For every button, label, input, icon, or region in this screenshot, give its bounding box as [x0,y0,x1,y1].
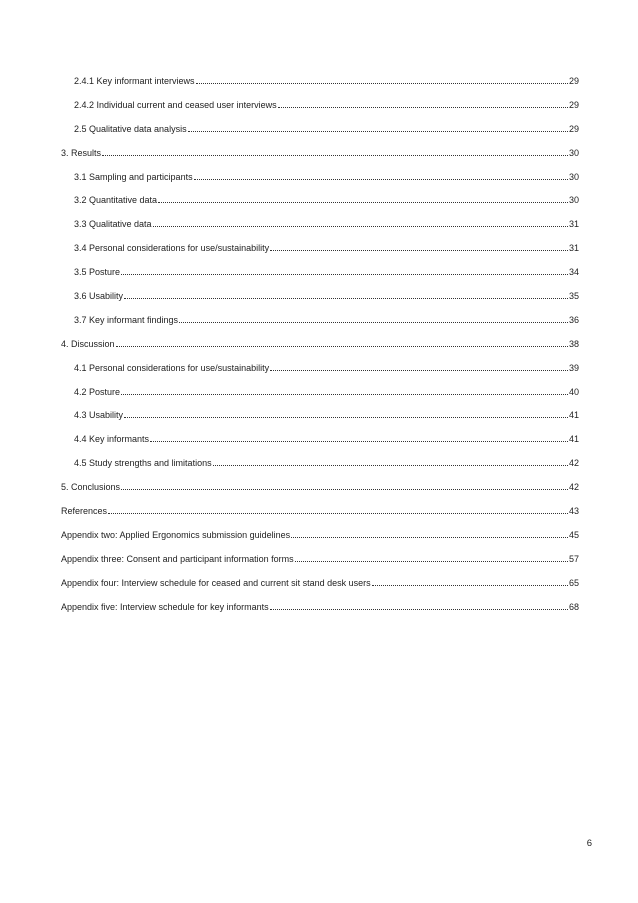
toc-entry[interactable] [61,529,579,540]
toc-entry-page: 29 [568,123,579,134]
toc-entry[interactable] [61,266,579,277]
toc-entry[interactable] [61,75,579,86]
toc-entry-title: 4. Discussion [61,338,115,349]
toc-leader-dots [270,601,568,610]
toc-entry[interactable] [61,338,579,349]
toc-entry[interactable] [61,386,579,397]
toc-entry-title: Appendix four: Interview schedule for ceased and current sit stand desk users [61,577,371,588]
toc-entry-page: 43 [568,506,579,517]
toc-leader-dots [295,553,568,562]
toc-entry-title: 3.1 Sampling and participants [74,171,193,182]
toc-entry[interactable] [61,362,579,373]
toc-leader-dots [291,529,568,538]
toc-entry-title: 3.6 Usability [74,291,124,302]
toc-entry-title: 2.4.1 Key informant interviews [74,76,195,86]
toc-entry[interactable] [61,314,579,325]
toc-leader-dots [179,314,568,323]
toc-entry-page: 30 [568,147,579,158]
toc-entry[interactable] [61,505,579,516]
toc-entry[interactable] [61,123,579,134]
toc-entry-page: 29 [568,99,579,110]
toc-leader-dots [124,290,568,299]
toc-entry[interactable] [61,409,579,420]
toc-entry-title: 4.3 Usability [74,410,124,421]
toc-entry-title: Appendix two: Applied Ergonomics submission guidelines [61,529,291,540]
toc-leader-dots [372,577,568,586]
toc-entry-page: 29 [568,76,579,86]
toc-leader-dots [116,338,568,347]
toc-entry-title: 3.2 Quantitative data [74,195,158,206]
toc-entry[interactable] [61,147,579,158]
toc-entry-page: 30 [568,195,579,206]
toc-leader-dots [196,75,568,84]
toc-leader-dots [278,99,568,108]
toc-leader-dots [153,218,568,227]
toc-leader-dots [150,433,568,442]
toc-entry-page: 31 [568,219,579,230]
toc-entry-title: 2.5 Qualitative data analysis [74,123,187,134]
toc-entry-page: 39 [568,362,579,373]
toc-leader-dots [213,457,568,466]
toc-entry[interactable] [61,242,579,253]
toc-entry-title: 4.2 Posture [74,386,121,397]
toc-entry-title: 4.4 Key informants [74,434,150,445]
toc-entry-page: 42 [568,482,579,493]
toc-entry[interactable] [61,481,579,492]
toc-entry-page: 35 [568,291,579,302]
toc-entry-page: 57 [568,553,579,564]
toc-entry[interactable] [61,553,579,564]
toc-entry-page: 36 [568,314,579,325]
toc-entry[interactable] [61,290,579,301]
toc-entry-title: Appendix five: Interview schedule for key informants [61,601,269,612]
toc-leader-dots [188,123,568,132]
toc-entry-page: 45 [568,529,579,540]
table-of-contents [61,75,579,624]
toc-leader-dots [158,194,568,203]
toc-leader-dots [121,481,568,490]
toc-entry-page: 68 [568,601,579,612]
toc-entry-title: 3.3 Qualitative data [74,219,152,230]
page-number: 6 [586,838,592,849]
toc-entry-title: 4.5 Study strengths and limitations [74,458,212,469]
toc-leader-dots [121,386,568,395]
toc-leader-dots [194,171,568,180]
toc-entry-page: 38 [568,338,579,349]
toc-leader-dots [108,505,568,514]
toc-entry[interactable] [61,171,579,182]
toc-entry-page: 42 [568,458,579,469]
toc-entry-title: 2.4.2 Individual current and ceased user interviews [74,99,277,110]
toc-entry-title: 3. Results [61,147,102,158]
toc-entry-title: 3.7 Key informant findings [74,314,179,325]
toc-entry-page: 41 [568,434,579,445]
toc-entry-title: 3.4 Personal considerations for use/sustainability [74,243,270,254]
toc-entry-page: 34 [568,267,579,278]
toc-entry[interactable] [61,577,579,588]
toc-entry[interactable] [61,601,579,612]
toc-entry[interactable] [61,433,579,444]
toc-entry-title: 3.5 Posture [74,267,121,278]
toc-leader-dots [121,266,568,275]
toc-entry[interactable] [61,218,579,229]
toc-entry-page: 65 [568,577,579,588]
toc-entry-title: 4.1 Personal considerations for use/sustainability [74,362,270,373]
toc-entry[interactable] [61,457,579,468]
toc-leader-dots [270,242,568,251]
toc-entry-title: Appendix three: Consent and participant information forms [61,553,294,564]
toc-entry[interactable] [61,99,579,110]
toc-entry-page: 30 [568,171,579,182]
toc-entry-title: 5. Conclusions [61,482,121,493]
toc-entry[interactable] [61,194,579,205]
toc-leader-dots [270,362,568,371]
toc-entry-page: 41 [568,410,579,421]
toc-entry-title: References [61,506,108,517]
toc-leader-dots [102,147,568,156]
toc-entry-page: 40 [568,386,579,397]
toc-leader-dots [124,409,568,418]
toc-entry-page: 31 [568,243,579,254]
